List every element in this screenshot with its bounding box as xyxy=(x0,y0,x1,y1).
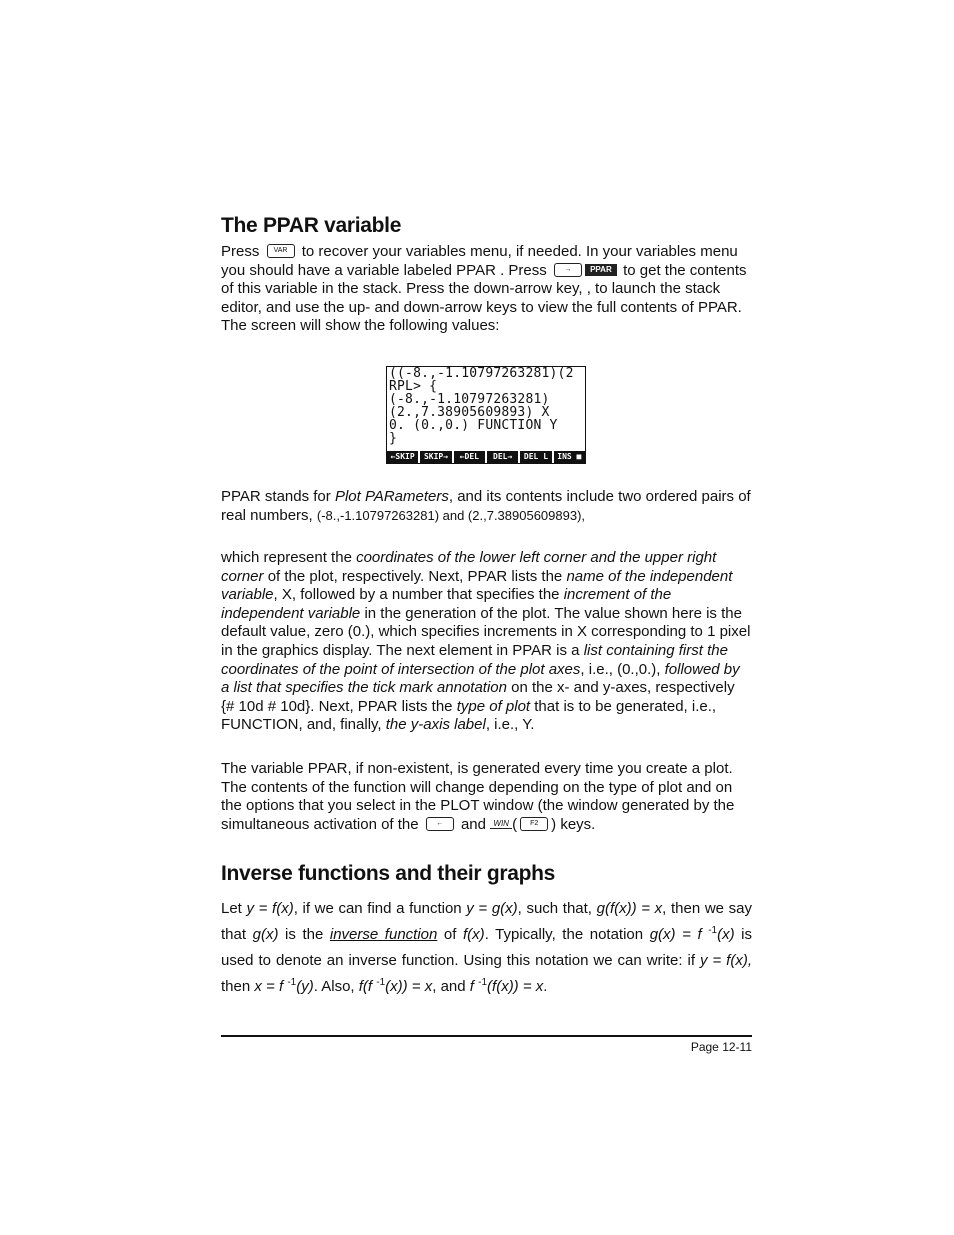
text-italic: list containing first the coordinates of the point of intersection of the plot axes xyxy=(221,641,728,678)
softkey-skip-right: SKIP→ xyxy=(420,451,451,463)
softkey-skip-left: ←SKIP xyxy=(387,451,418,463)
text: to get the contents of this variable in the stack. Press the down-arrow key, , to launch the stack editor, and use the up- and down-arrow keys to view the full contents of PPAR. The screen will show the following values: xyxy=(221,261,747,335)
text: , i.e., (0.,0.), xyxy=(580,660,665,678)
text-italic: increment of the independent variable xyxy=(221,586,672,622)
text: on the x- and y-axes, respectively {# 10d # 10d}. Next, PPAR lists the xyxy=(221,679,735,715)
win-label-icon: WIN xyxy=(490,819,512,829)
text-italic-underlined: inverse function xyxy=(329,926,438,943)
text-italic: (y) xyxy=(296,978,314,995)
paragraph-inverse-functions xyxy=(221,896,752,1000)
text-italic: g(f(x)) = x xyxy=(596,900,663,917)
text: then xyxy=(221,978,255,995)
softkey-del-line: DEL L xyxy=(520,451,551,463)
text-italic: y = g(x) xyxy=(466,900,518,917)
text-italic: coordinates of the lower left corner and the upper right corner xyxy=(221,549,717,585)
text: , if we can find a function xyxy=(293,900,467,917)
text-italic: the y-axis label xyxy=(385,716,486,734)
text: The variable PPAR, if non-existent, is generated every time you create a plot. The contents of the function will change depending on the type of plot and on the options that you select in the PLOT window (the window generated by the simultaneous activation of the xyxy=(221,760,735,833)
text-italic: followed by a list that specifies the tick mark annotation xyxy=(221,660,740,697)
screen-softkey-menu xyxy=(387,451,585,463)
superscript: -1 xyxy=(376,977,386,988)
text-italic: x = f xyxy=(254,978,288,995)
paragraph-ppar-generated xyxy=(221,760,752,834)
calculator-screen xyxy=(386,366,586,464)
text: ( xyxy=(512,815,518,833)
screen-line: ((-8.,-1.10797263281)(2 xyxy=(389,366,574,381)
f2-key-icon: F2 xyxy=(520,817,548,831)
text: ) keys. xyxy=(551,815,596,833)
text: . xyxy=(543,978,548,995)
superscript: -1 xyxy=(287,977,297,988)
screen-line: (-8.,-1.10797263281) xyxy=(389,392,550,407)
text: in the generation of the plot. The value shown here is the default value, zero (0.), which specifies increments in X corresponding to 1 pixel in the graphics display. The next element in PPAR is a xyxy=(221,604,751,659)
screen-line: (2.,7.38905609893) X xyxy=(389,405,550,420)
text: and xyxy=(460,815,486,833)
text-italic: type of plot xyxy=(456,697,531,715)
text: which represent the xyxy=(221,549,357,566)
text: , then we say that xyxy=(221,900,752,943)
text: , such that, xyxy=(517,900,597,917)
page-number: Page 12-11 xyxy=(690,1040,752,1054)
text-small: (-8.,-1.10797263281) and (2.,7.38905609893), xyxy=(316,507,586,523)
superscript: -1 xyxy=(478,977,488,988)
text: , X, followed by a number that specifies the xyxy=(273,586,564,604)
text: to recover your variables menu, if needed. In your variables menu you should have a variable labeled PPAR . Press xyxy=(221,243,738,279)
text: Press xyxy=(221,243,260,260)
superscript: -1 xyxy=(708,925,718,936)
footer-rule xyxy=(221,1035,752,1037)
text: that is to be generated, i.e., FUNCTION, and, finally, xyxy=(221,697,717,734)
softkey-del-right: DEL→ xyxy=(487,451,518,463)
text-italic: g(x) = f xyxy=(649,926,709,943)
text-italic: f xyxy=(469,978,479,995)
text: . Typically, the notation xyxy=(484,926,650,943)
text: , i.e., Y. xyxy=(485,716,535,734)
paragraph-ppar-meaning xyxy=(221,488,752,525)
left-shift-key-icon: ← xyxy=(426,817,454,831)
text: , and xyxy=(432,978,470,995)
paragraph-ppar-intro xyxy=(221,243,752,336)
text-italic: (x)) = x xyxy=(385,978,433,995)
text: Let xyxy=(221,900,247,917)
text-italic: f(x) xyxy=(463,926,485,943)
text-italic: g(x) xyxy=(252,926,279,943)
text-italic: name of the independent variable xyxy=(221,567,733,604)
text-italic: (x) xyxy=(717,926,735,943)
ppar-softkey-icon: PPAR xyxy=(585,264,617,276)
softkey-del-left: ←DEL xyxy=(454,451,485,463)
screen-line: } xyxy=(389,431,398,446)
text: is used to denote an inverse function. Using this notation we can write: if xyxy=(221,926,753,969)
right-shift-key-icon: → xyxy=(554,263,582,277)
text-italic: y = f(x), xyxy=(699,952,753,969)
softkey-ins: INS ■ xyxy=(554,451,585,463)
text-italic: Plot PARameters xyxy=(334,488,449,505)
text: . Also, xyxy=(313,978,359,995)
text: of the plot, respectively. Next, PPAR lists the xyxy=(263,567,567,585)
section-title-ppar: The PPAR variable xyxy=(221,214,402,237)
text: is the xyxy=(278,926,330,943)
screen-line: RPL> { xyxy=(389,379,438,394)
text: PPAR stands for xyxy=(221,488,335,505)
text: of xyxy=(437,926,464,943)
text-italic: f(f xyxy=(358,978,377,995)
text: , and its contents include two ordered pairs of real numbers, xyxy=(221,488,751,524)
screen-line: 0. (0.,0.) FUNCTION Y xyxy=(389,418,558,433)
text-italic: (f(x)) = x xyxy=(487,978,544,995)
var-key-icon: VAR xyxy=(267,244,295,258)
paragraph-ppar-details xyxy=(221,549,752,735)
text-italic: y = f(x) xyxy=(246,900,294,917)
section-title-inverse-functions: Inverse functions and their graphs xyxy=(221,862,556,885)
